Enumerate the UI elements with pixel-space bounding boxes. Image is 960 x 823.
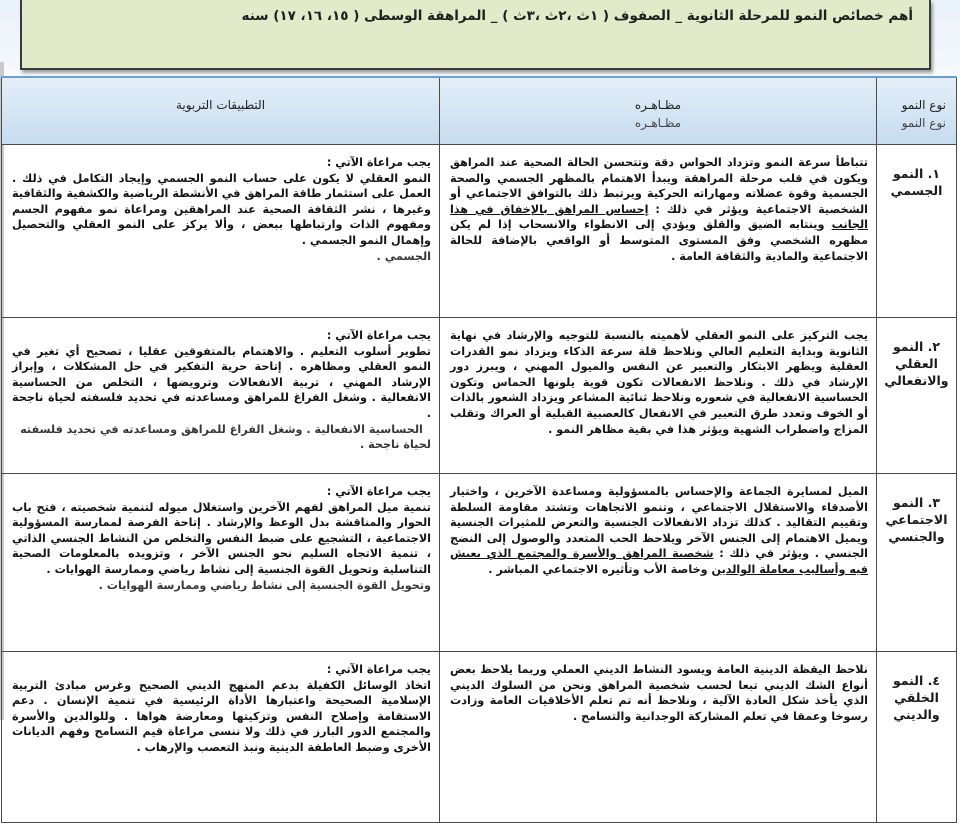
applications-overflow-line: الحساسية الانفعالية . وشغل الفراغ للمراهق ومساعدته في تحديد فلسفته لحياة ناجحة . — [20, 422, 431, 452]
growth-characteristics-table — [1, 76, 957, 823]
growth-type-cell: ٣. النمو الاجتماعي والجنسي — [877, 474, 957, 652]
aspects-cell — [440, 318, 877, 474]
aspects-tail-text: وخاصة الأب وتأثيره الاجتماعي المباشر . — [488, 562, 708, 576]
growth-type-cell: ٤. النمو الخلقي والديني — [877, 652, 957, 823]
applications-lead: يجب مراعاة الآتي : — [326, 485, 431, 498]
applications-cell — [2, 474, 440, 652]
table-row — [2, 145, 957, 318]
applications-cell — [2, 318, 440, 474]
aspects-cell — [440, 474, 877, 652]
applications-text: اتخاذ الوسائل الكفيلة بدعم المنهج الديني الصحيح وغرس مبادئ التربية الإسلامية الصحيحة واعتبارها الأداة الرئيسية في تنمية الإنسان . دعم الاستقامة وإصلاح النفس وتزكيتها ومعارضة هواها . وللوالدين والأسرة والمجتمع الدور البارز في ذلك ولا ننسى مراعاة قيم التسامح وفهم الديانات الأخرى وضبط العاطفة الدينية ونبذ التعصب والإرهاب . — [12, 678, 431, 754]
aspects-text: نلاحظ اليقظة الدينية العامة ويسود النشاط الديني العملي وربما يلاحظ بعض أنواع الشك الديني تبعا لحسب شخصية المراهق ونحن من السلوك الديني الذي يأخذ شكل العادة الآلية ، ونلاحظ أنه تم تعلم الأخلاقيات العامة وزادت رسوخا وعمقا في تعلم المشاركة الوجدانية والتسامح . — [450, 663, 868, 723]
header-growth-type-label-echo: نوع النمو — [901, 116, 946, 130]
growth-type-cell: ٢. النمو العقلي والانفعالي — [877, 318, 957, 474]
header-applications-label: التطبيقات التربوية — [175, 98, 266, 112]
applications-overflow-line: وتحويل القوة الجنسية إلى نشاط رياضي وممارسة الهوايات . — [98, 578, 431, 592]
applications-lead: يجب مراعاة الآتي : — [326, 156, 431, 169]
applications-cell — [2, 652, 440, 823]
aspects-text: تتباطأ سرعة النمو وتزداد الحواس دقة وتتحسن الحالة الصحية عند المراهق ويكون في قلب مرحلة المراهقة ويبدأ الاهتمام بالمظهر الجسمي والصحة الجسمية وقوة عضلاته ومهاراته الحركية ويرتبط ذلك بالتوافق الاجتماعي أو الشخصية الاجتماعية ويؤثر في ذلك : — [450, 156, 868, 216]
applications-cell — [2, 145, 440, 318]
header-aspects-label: مظـاهـره — [634, 98, 682, 112]
aspects-underlined-text: شخصية المراهق والأسرة والمجتمع الذي يعيش فيه وأساليب معاملة الوالدين — [450, 547, 868, 576]
aspects-text: يجب التركيز على النمو العقلي لأهميته بالنسبة للتوجيه والإرشاد في نهاية الثانوية وبداية التعليم العالي ونلاحظ قلة سرعة الذكاء ويزداد نمو القدرات العقلية ويظهر الابتكار والتعبير عن النفس والميول المهني ، ويبرز دور الإرشاد في ذلك . ونلاحظ الانفعالات تكون قوية يلونها الحماس وتكون الحساسية الانفعالية في شعوره ونلاحظ ثنائية المشاعر ويزداد الشعور بالذات أو الخوف وتعدد طرق التعبير في الانفعال كالعصبية القبلية أو العراك وتقلب المزاج واضطراب الشهية ويؤثر هذا في بقية مظاهر النمو . — [450, 329, 868, 436]
applications-text: تطوير أسلوب التعليم . والاهتمام بالمتفوقين عقليا ، تصحيح أي تغير في النمو العقلي ومظاهره . إتاحة حرية التفكير في حل المشكلات ، وإبراز الإرشاد المهني ، تربية الانفعالات وترويضها ، التخلص من الحساسية الانفعالية . وشغل الفراغ للمراهق ومساعدته في تحديد فلسفته لحياة ناجحة . — [12, 344, 431, 420]
applications-lead: يجب مراعاة الآتي : — [326, 329, 431, 342]
table-row — [2, 474, 957, 652]
page-title: أهم خصائص النمو للمرحلة الثانوية _ الصفوف ( ١ث ،٢ث ،٣ث ) _ المراهقة الوسطى ( ١٥، ١٦، ١٧) سنه — [241, 8, 913, 24]
aspects-tail-text: وينتابه الضيق والقلق ويؤدي إلى الانطواء والانسحاب إذا لم يكن مظهره الشخصي وفق المستوى المتوسط أو الواقعي بالإضافة للحالة الاجتماعية والمادية والثقافة العامة . — [450, 218, 868, 263]
table-header-row — [2, 77, 957, 145]
header-aspects-label-echo: مظـاهـره — [634, 116, 682, 130]
aspects-cell — [440, 145, 877, 318]
applications-overflow-line: الجسمي . — [376, 249, 431, 263]
applications-lead: يجب مراعاة الآتي : — [326, 663, 431, 676]
table-row — [2, 318, 957, 474]
applications-text: النمو العقلي لا يكون على حساب النمو الجسمي وإيجاد التكامل في ذلك . العمل على استثمار طاقة المراهق في الأنشطة الرياضية والكشفية والثقافية وغيرها ، نشر الثقافة الصحية عند المراهقين ومراعاة نمو مفهوم الجسم ومفهوم الذات وارتباطها ببعض ، وألا يركز على النمو العقلي والتحصيل وإهمال النمو الجسمي . — [12, 171, 431, 247]
title-box — [20, 0, 931, 70]
table-row — [2, 652, 957, 823]
header-applications — [2, 77, 440, 145]
aspects-underlined-text: إحساس المراهق بالإخفاق في هذا الجانب — [450, 202, 868, 232]
aspects-text: الميل لمسايرة الجماعة والإحساس بالمسؤولية ومساعدة الآخرين ، واختيار الأصدقاء والاستقلال الاجتماعي ، وتنمو الاتجاهات وتشتد مقاومة السلطة وتقييم التقاليد . كذلك تزداد الانفعالات الجنسية والتعرض للمثيرات الجنسية ويميل الاهتمام إلى الجنس الآخر ويلاحظ الحب المتعدد والوصول إلى النضج الجنسي . ويؤثر في ذلك : — [450, 485, 868, 561]
applications-text: تنمية ميل المراهق لفهم الآخرين واستغلال ميوله لتنمية شخصيته ، فتح باب الحوار والمناقشة بدل الوعظ والإرشاد . إتاحة الفرصة لممارسة المسؤولية الاجتماعية ، التشجيع على ضبط النفس والتخلص من النشاط الجنسي الذاتي ، تنمية الاتجاه السليم نحو الجنس الآخر ، وتزويده بالمعلومات الصحية التناسلية وتحويل القوة الجنسية إلى نشاط رياضي وممارسة الهوايات . — [12, 500, 431, 576]
growth-type-cell: ١. النمو الجسمي — [877, 145, 957, 318]
header-growth-type-label: نوع النمو — [901, 98, 946, 112]
header-aspects — [440, 77, 877, 145]
aspects-cell — [440, 652, 877, 823]
header-growth-type — [877, 77, 957, 145]
